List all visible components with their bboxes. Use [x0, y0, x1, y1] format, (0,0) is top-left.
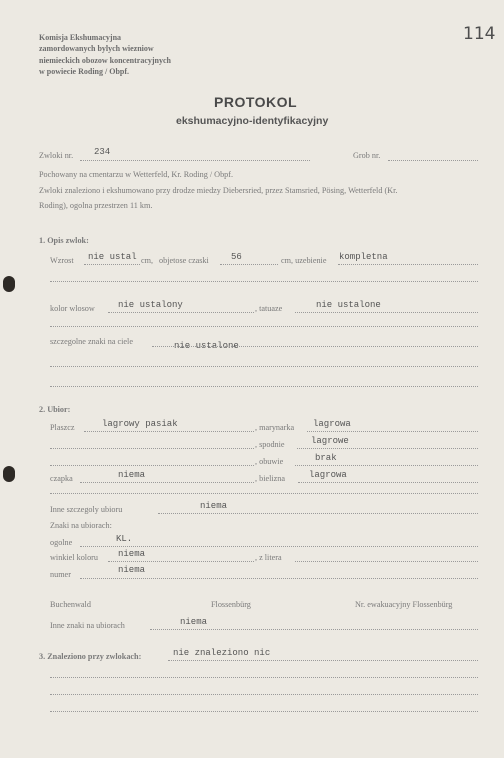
number-value: niema — [118, 565, 146, 575]
dotted-line — [50, 711, 478, 712]
section1-title-text: 1. Opis zwlok: — [39, 236, 89, 245]
other-clothing-label: Inne szczegoly ubioru — [50, 505, 123, 514]
hair-value: nie ustalony — [118, 300, 183, 310]
body-marks-label: szczegolne znaki na ciele — [50, 337, 133, 346]
tattoo-label: , tatuaze — [255, 304, 283, 313]
cap-label: czapka — [50, 474, 73, 483]
punch-hole — [3, 466, 15, 482]
dotted-line — [168, 660, 478, 661]
underwear-label: , bielizna — [255, 474, 286, 483]
skull-label: objetose czaski — [159, 256, 209, 265]
remains-number-label: Zwloki nr. — [39, 151, 74, 160]
dotted-line — [338, 264, 478, 265]
dotted-line — [108, 561, 254, 562]
dotted-line — [150, 629, 478, 630]
found-items-value: nie znaleziono nic — [173, 648, 271, 658]
dotted-line — [298, 482, 478, 483]
dotted-line — [295, 312, 478, 313]
general-marks-label: ogolne — [50, 538, 73, 547]
section1-title — [39, 236, 89, 245]
exhumation-text-line2: Roding), ogolna przestrzen 11 km. — [39, 201, 153, 210]
teeth-value: kompletna — [339, 252, 388, 262]
dotted-line — [80, 578, 478, 579]
section3-title-text: 3. Znaleziono przy zwlokach: — [39, 652, 142, 661]
other-clothing-marks-label: Inne znaki na ubiorach — [50, 621, 125, 630]
height-unit: cm, — [141, 256, 154, 265]
dotted-line — [50, 386, 478, 387]
dotted-line — [50, 448, 254, 449]
dotted-line — [295, 465, 478, 466]
coat-label: Plaszcz — [50, 423, 75, 432]
grave-number-label: Grob nr. — [353, 151, 381, 160]
shoes-label: , obuwie — [255, 457, 284, 466]
underwear-value: lagrowa — [309, 470, 347, 480]
dotted-line — [50, 281, 478, 282]
dotted-line — [84, 431, 254, 432]
commission-header — [39, 32, 171, 78]
dotted-line — [50, 677, 478, 678]
dotted-line — [84, 264, 140, 265]
cap-value: niema — [118, 470, 146, 480]
page-number: 114 — [463, 24, 496, 44]
dotted-line — [80, 546, 478, 547]
trousers-value: lagrowe — [311, 436, 349, 446]
header-line: w powiecie Roding / Obpf. — [39, 67, 130, 77]
dotted-line — [295, 561, 478, 562]
burial-text: Pochowany na cmentarzu w Wetterfeld, Kr. Roding / Obpf. — [39, 170, 234, 179]
other-clothing-marks-value: niema — [180, 617, 208, 627]
hair-label: kolor wlosow — [50, 304, 95, 313]
jacket-value: lagrowa — [313, 419, 351, 429]
shoes-value: brak — [315, 453, 337, 463]
dotted-line — [50, 465, 254, 466]
dotted-line — [80, 160, 310, 161]
dotted-line — [50, 694, 478, 695]
remains-number-value: 234 — [94, 147, 111, 157]
dotted-line — [50, 493, 478, 494]
other-clothing-value: niema — [200, 501, 228, 511]
jacket-label: , marynarka — [255, 423, 295, 432]
dotted-line — [50, 366, 478, 367]
document-title: PROTOKOL — [214, 94, 298, 110]
general-marks-value: KL. — [116, 534, 133, 544]
section3-title — [39, 652, 141, 661]
dotted-line — [297, 448, 478, 449]
evacuation-number-column: Nr. ewakuacyjny Flossenbürg — [355, 600, 453, 609]
buchenwald-column: Buchenwald — [50, 600, 91, 609]
number-label: numer — [50, 570, 71, 579]
letter-label: , z litera — [255, 553, 282, 562]
dotted-line — [152, 346, 478, 347]
punch-hole — [3, 276, 15, 292]
skull-value: 56 — [231, 252, 242, 262]
flossenburg-column: Flossenbürg — [211, 600, 251, 609]
dotted-line — [80, 482, 254, 483]
triangle-color-label: winkiel koloru — [50, 553, 98, 562]
header-line: zamordowanych bylych wiezniow — [39, 44, 154, 54]
clothing-marks-label: Znaki na ubiorach: — [50, 521, 112, 530]
dotted-line — [108, 312, 254, 313]
dotted-line — [220, 264, 278, 265]
dotted-line — [307, 431, 478, 432]
section2-title — [39, 405, 70, 414]
teeth-label: cm, uzebienie — [281, 256, 327, 265]
dotted-line — [388, 160, 478, 161]
section2-title-text: 2. Ubior: — [39, 405, 71, 414]
document-subtitle: ekshumacyjno-identyfikacyjny — [176, 115, 329, 127]
tattoo-value: nie ustalone — [316, 300, 381, 310]
dotted-line — [158, 513, 478, 514]
header-line: Komisja Ekshumacyjna — [39, 33, 122, 42]
height-value: nie ustal — [88, 252, 137, 262]
body-marks-value: nie ustalone — [174, 341, 239, 351]
height-label: Wzrost — [50, 256, 74, 265]
triangle-color-value: niema — [118, 549, 146, 559]
trousers-label: , spodnie — [255, 440, 285, 449]
coat-value: lagrowy pasiak — [102, 419, 178, 429]
exhumation-text-line1: Zwloki znaleziono i ekshumowano przy drodze miedzy Diebersried, przez Stamsried, Pösing, Wetterfeld (Kr. — [39, 186, 398, 195]
dotted-line — [50, 326, 478, 327]
header-line: niemieckich obozow koncentracyjnych — [39, 55, 171, 65]
